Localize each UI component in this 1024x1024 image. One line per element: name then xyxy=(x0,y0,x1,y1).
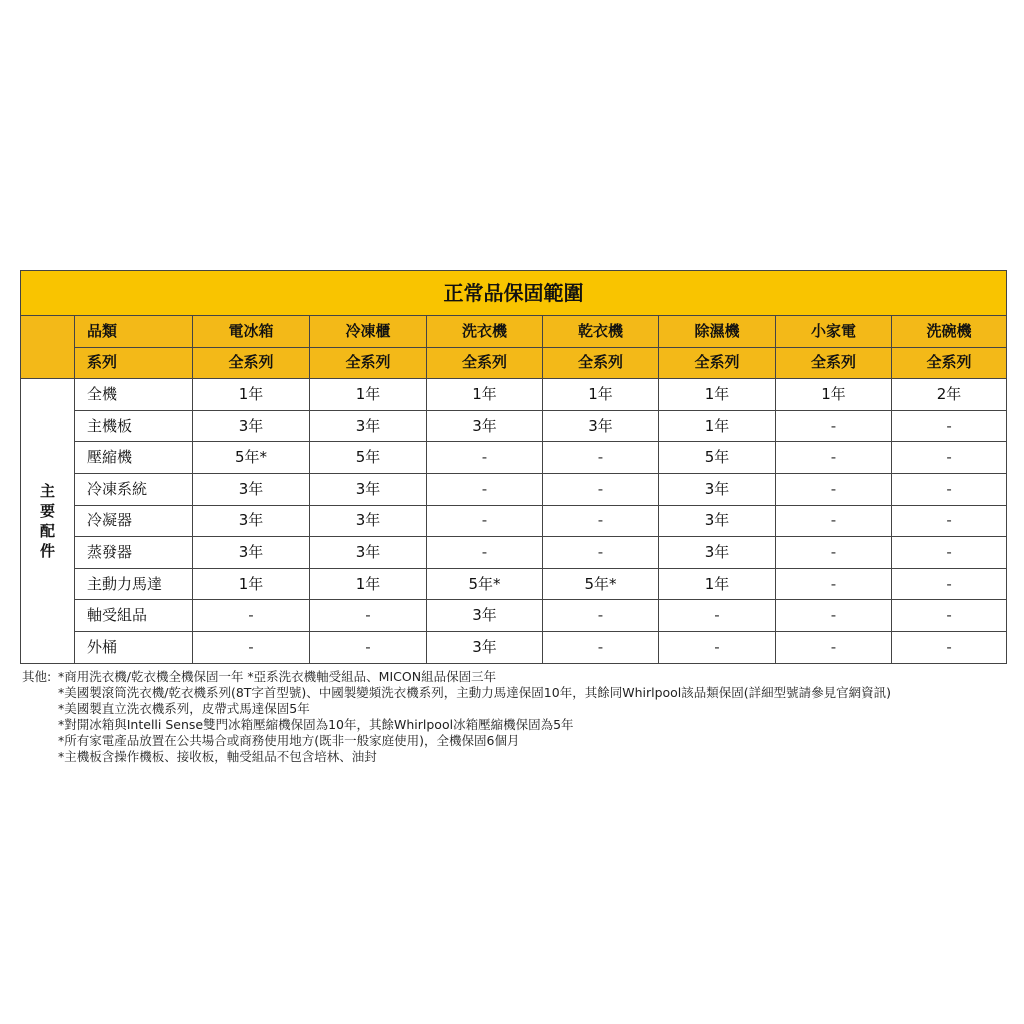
notes-prefix: 其他: xyxy=(22,669,52,684)
warranty-cell: 1年 xyxy=(543,379,659,411)
warranty-cell: - xyxy=(427,473,543,505)
table-row xyxy=(21,473,1007,505)
warranty-cell: - xyxy=(193,600,310,632)
part-label: 蒸發器 xyxy=(75,537,193,569)
note-text: *主機板含操作機板、接收板，軸受組品不包含培林、油封 xyxy=(58,749,377,764)
warranty-cell: - xyxy=(892,568,1007,600)
warranty-cell: 1年 xyxy=(659,410,776,442)
group-label-char: 要 xyxy=(39,501,55,520)
warranty-cell: - xyxy=(892,631,1007,663)
warranty-cell: 3年 xyxy=(310,473,427,505)
part-label: 外桶 xyxy=(75,631,193,663)
group-label-char: 主 xyxy=(39,481,55,500)
table-row xyxy=(21,631,1007,663)
warranty-cell: 5年 xyxy=(659,442,776,474)
note-text: *美國製滾筒洗衣機/乾衣機系列(8T字首型號)、中國製變頻洗衣機系列，主動力馬達保固10年，其餘同Whirlpool該品類保固(詳細型號請參見官網資訊) xyxy=(58,685,892,700)
warranty-cell: - xyxy=(543,600,659,632)
note-line xyxy=(22,733,1012,749)
warranty-cell: - xyxy=(892,442,1007,474)
warranty-cell: 3年 xyxy=(310,505,427,537)
note-line xyxy=(22,749,1012,765)
warranty-cell: 3年 xyxy=(427,631,543,663)
warranty-cell: 1年 xyxy=(776,379,892,411)
warranty-cell: - xyxy=(427,537,543,569)
warranty-cell: 2年 xyxy=(892,379,1007,411)
category-header: 小家電 xyxy=(776,316,892,348)
series-header: 全系列 xyxy=(427,347,543,379)
warranty-cell: 3年 xyxy=(193,410,310,442)
warranty-cell: 3年 xyxy=(310,410,427,442)
warranty-cell: 1年 xyxy=(310,568,427,600)
category-header: 電冰箱 xyxy=(193,316,310,348)
warranty-cell: - xyxy=(543,537,659,569)
series-header: 全系列 xyxy=(310,347,427,379)
warranty-cell: - xyxy=(776,537,892,569)
part-label: 冷凝器 xyxy=(75,505,193,537)
warranty-cell: 3年 xyxy=(427,410,543,442)
part-label: 冷凍系統 xyxy=(75,473,193,505)
warranty-cell: 3年 xyxy=(543,410,659,442)
category-header: 乾衣機 xyxy=(543,316,659,348)
warranty-cell: 1年 xyxy=(193,379,310,411)
warranty-cell: 3年 xyxy=(427,600,543,632)
note-text: *商用洗衣機/乾衣機全機保固一年 *亞系洗衣機軸受組品、MICON組品保固三年 xyxy=(58,669,497,684)
category-header-row xyxy=(21,316,1007,348)
notes-section xyxy=(22,669,1012,765)
warranty-cell: - xyxy=(776,631,892,663)
series-header: 全系列 xyxy=(776,347,892,379)
warranty-cell: 5年* xyxy=(543,568,659,600)
warranty-cell: 5年* xyxy=(193,442,310,474)
warranty-cell: 3年 xyxy=(659,473,776,505)
series-header-label: 系列 xyxy=(75,347,193,379)
warranty-cell: 3年 xyxy=(193,537,310,569)
warranty-cell: - xyxy=(776,568,892,600)
note-text: *對開冰箱與Intelli Sense雙門冰箱壓縮機保固為10年，其餘Whirlpool冰箱壓縮機保固為5年 xyxy=(58,717,574,732)
warranty-cell: 3年 xyxy=(659,505,776,537)
category-header-label: 品類 xyxy=(75,316,193,348)
warranty-cell: 5年 xyxy=(310,442,427,474)
warranty-cell: 1年 xyxy=(310,379,427,411)
warranty-cell: 1年 xyxy=(659,568,776,600)
part-label: 主機板 xyxy=(75,410,193,442)
warranty-cell: - xyxy=(776,410,892,442)
warranty-cell: - xyxy=(776,442,892,474)
warranty-cell: - xyxy=(543,442,659,474)
category-header: 冷凍櫃 xyxy=(310,316,427,348)
warranty-cell: 1年 xyxy=(659,379,776,411)
warranty-cell: - xyxy=(543,505,659,537)
main-parts-group-label xyxy=(21,379,75,663)
warranty-cell: 3年 xyxy=(193,505,310,537)
warranty-cell: 3年 xyxy=(193,473,310,505)
warranty-cell: 5年* xyxy=(427,568,543,600)
warranty-cell: 1年 xyxy=(427,379,543,411)
note-line xyxy=(22,701,1012,717)
warranty-cell: - xyxy=(543,473,659,505)
part-label: 壓縮機 xyxy=(75,442,193,474)
note-text: *所有家電產品放置在公共場合或商務使用地方(既非一般家庭使用)，全機保固6個月 xyxy=(58,733,520,748)
warranty-table xyxy=(20,270,1007,664)
note-line xyxy=(22,669,1012,685)
series-header: 全系列 xyxy=(543,347,659,379)
warranty-cell: - xyxy=(543,631,659,663)
group-label-char: 配 xyxy=(39,521,55,540)
warranty-cell: - xyxy=(659,631,776,663)
table-title: 正常品保固範圍 xyxy=(21,271,1007,316)
warranty-cell: - xyxy=(310,600,427,632)
warranty-cell: - xyxy=(892,410,1007,442)
table-row xyxy=(21,379,1007,411)
warranty-cell: 1年 xyxy=(193,568,310,600)
warranty-cell: - xyxy=(776,505,892,537)
series-header: 全系列 xyxy=(892,347,1007,379)
table-row xyxy=(21,537,1007,569)
warranty-cell: - xyxy=(427,505,543,537)
series-header: 全系列 xyxy=(193,347,310,379)
table-row xyxy=(21,600,1007,632)
category-header: 洗衣機 xyxy=(427,316,543,348)
warranty-cell: 3年 xyxy=(659,537,776,569)
note-line xyxy=(22,717,1012,733)
warranty-cell: - xyxy=(892,537,1007,569)
category-header: 除濕機 xyxy=(659,316,776,348)
warranty-cell: 3年 xyxy=(310,537,427,569)
part-label: 全機 xyxy=(75,379,193,411)
table-row xyxy=(21,505,1007,537)
series-header-row xyxy=(21,347,1007,379)
warranty-cell: - xyxy=(427,442,543,474)
note-text: *美國製直立洗衣機系列，皮帶式馬達保固5年 xyxy=(58,701,310,716)
header-corner xyxy=(21,316,75,379)
part-label: 主動力馬達 xyxy=(75,568,193,600)
table-row xyxy=(21,410,1007,442)
warranty-cell: - xyxy=(776,473,892,505)
part-label: 軸受組品 xyxy=(75,600,193,632)
series-header: 全系列 xyxy=(659,347,776,379)
warranty-cell: - xyxy=(892,473,1007,505)
category-header: 洗碗機 xyxy=(892,316,1007,348)
table-row xyxy=(21,442,1007,474)
warranty-cell: - xyxy=(659,600,776,632)
note-line xyxy=(22,685,1012,701)
warranty-cell: - xyxy=(892,505,1007,537)
warranty-cell: - xyxy=(776,600,892,632)
warranty-cell: - xyxy=(892,600,1007,632)
group-label-char: 件 xyxy=(39,541,55,560)
warranty-cell: - xyxy=(310,631,427,663)
table-row xyxy=(21,568,1007,600)
warranty-cell: - xyxy=(193,631,310,663)
